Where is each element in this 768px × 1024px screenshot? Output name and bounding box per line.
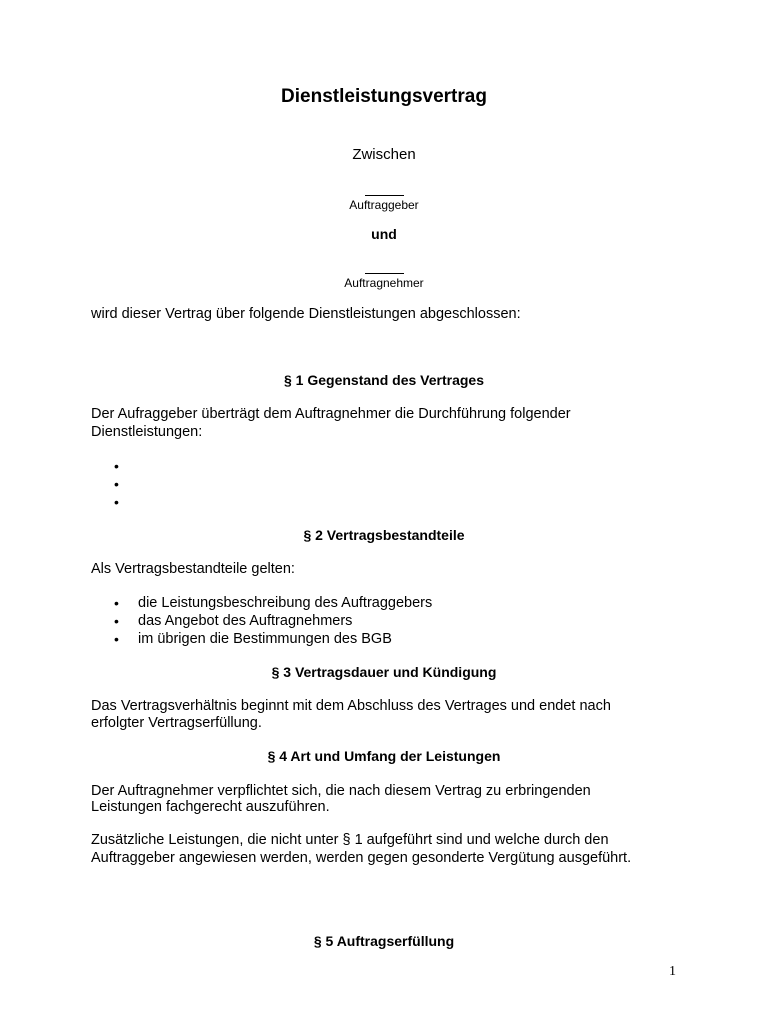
section-3-heading: § 3 Vertragsdauer und Kündigung <box>271 664 497 680</box>
client-signature-line <box>365 195 404 196</box>
list-bullet: • <box>114 613 119 629</box>
section-4-paragraph-line: Leistungen fachgerecht auszuführen. <box>91 799 330 815</box>
list-item: die Leistungsbeschreibung des Auftraggebers <box>138 595 433 611</box>
section-1-heading: § 1 Gegenstand des Vertrages <box>284 372 484 388</box>
client-label: Auftraggeber <box>349 198 419 212</box>
empty-bullet: • <box>114 476 119 492</box>
section-1-text-line: Dienstleistungen: <box>91 424 203 440</box>
section-3-text-line: Das Vertragsverhältnis beginnt mit dem Abschluss des Vertrages und endet nach <box>91 698 611 714</box>
list-bullet: • <box>114 595 119 611</box>
contractor-label: Auftragnehmer <box>344 276 424 290</box>
document-title: Dienstleistungsvertrag <box>281 86 487 107</box>
between-label: Zwischen <box>352 146 416 163</box>
list-item: im übrigen die Bestimmungen des BGB <box>138 631 392 647</box>
section-4-paragraph-line: Auftraggeber angewiesen werden, werden gegen gesonderte Vergütung ausgeführt. <box>91 850 632 866</box>
section-2-heading: § 2 Vertragsbestandteile <box>303 527 465 543</box>
intro-text: wird dieser Vertrag über folgende Dienstleistungen abgeschlossen: <box>91 306 521 322</box>
section-1-text-line: Der Aufraggeber überträgt dem Auftragnehmer die Durchführung folgender <box>91 406 571 422</box>
and-label: und <box>371 226 397 242</box>
section-3-text-line: erfolgter Vertragserfüllung. <box>91 715 262 731</box>
contractor-signature-line <box>365 273 404 274</box>
empty-bullet: • <box>114 458 119 474</box>
list-bullet: • <box>114 631 119 647</box>
list-item: das Angebot des Auftragnehmers <box>138 613 353 629</box>
page-number: 1 <box>669 964 676 979</box>
empty-bullet: • <box>114 494 119 510</box>
section-4-paragraph-line: Der Auftragnehmer verpflichtet sich, die nach diesem Vertrag zu erbringenden <box>91 783 591 799</box>
section-2-text: Als Vertragsbestandteile gelten: <box>91 561 295 577</box>
section-5-heading: § 5 Auftragserfüllung <box>313 933 455 949</box>
section-4-heading: § 4 Art und Umfang der Leistungen <box>267 748 501 764</box>
section-4-paragraph-line: Zusätzliche Leistungen, die nicht unter § 1 aufgeführt sind und welche durch den <box>91 832 609 848</box>
